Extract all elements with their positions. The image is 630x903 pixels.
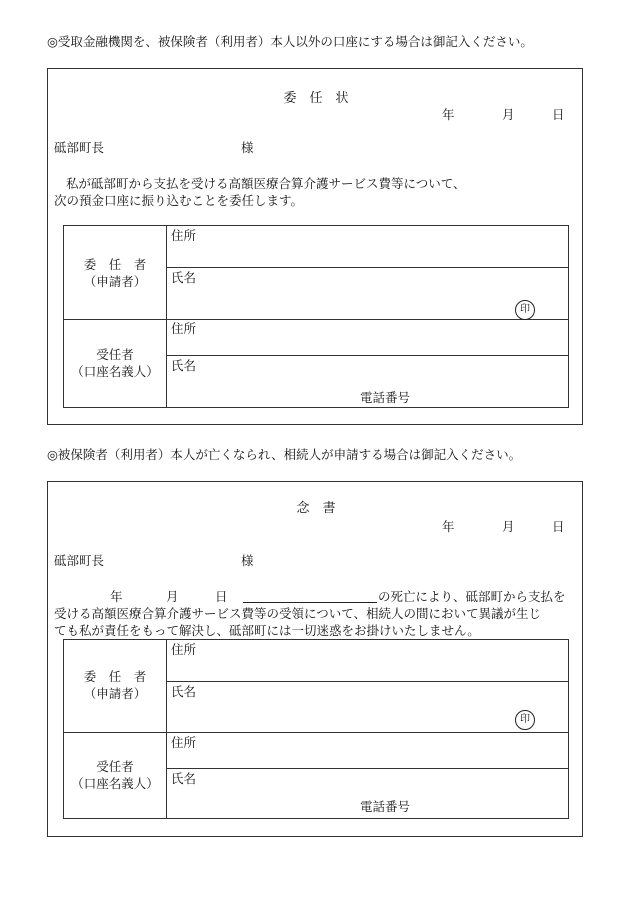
pledge-form — [47, 481, 583, 837]
address-label: 住所 — [171, 735, 197, 750]
seal-mark: 印 — [515, 710, 535, 730]
addressee: 砥部町長 — [54, 553, 105, 568]
body-date-year: 年 — [110, 589, 123, 604]
deceased-name-blank — [243, 602, 377, 603]
table-divider — [166, 681, 568, 682]
body-line-1-tail: の死亡により、砥部町から支払を — [378, 589, 566, 604]
grantor-sub-label: （申請者） — [83, 686, 147, 701]
date-day: 日 — [552, 107, 565, 122]
body-line-1: 私が砥部町から支払を受ける高額医療合算介護サービス費等について、 — [66, 176, 466, 191]
address-label: 住所 — [171, 642, 197, 657]
date-month: 月 — [502, 519, 515, 534]
grantee-sub-label: （口座名義人） — [71, 364, 159, 379]
body-line-2: 受ける高額医療合算介護サービス費等の受領について、相続人の間において異議が生じ — [54, 606, 542, 621]
applicant-table — [63, 225, 569, 408]
grantor-label: 委 任 者 — [83, 257, 147, 272]
table-divider — [166, 226, 167, 407]
phone-label: 電話番号 — [360, 799, 411, 814]
grantor-label: 委 任 者 — [83, 669, 147, 684]
grantor-sub-label: （申請者） — [83, 274, 147, 289]
body-date-day: 日 — [215, 589, 228, 604]
address-label: 住所 — [171, 321, 197, 336]
form-title: 委 任 状 — [283, 91, 349, 106]
name-label: 氏名 — [171, 771, 197, 786]
grantee-label: 受任者 — [96, 759, 134, 774]
date-year: 年 — [442, 107, 455, 122]
table-divider — [64, 732, 568, 733]
power-of-attorney-form — [47, 68, 583, 425]
applicant-table — [63, 639, 569, 819]
date-month: 月 — [502, 107, 515, 122]
phone-label: 電話番号 — [360, 390, 411, 405]
table-divider — [64, 319, 568, 320]
name-label: 氏名 — [171, 270, 197, 285]
name-label: 氏名 — [171, 684, 197, 699]
table-divider — [166, 267, 568, 268]
table-divider — [166, 768, 568, 769]
honorific: 様 — [241, 140, 254, 155]
name-label: 氏名 — [171, 358, 197, 373]
honorific: 様 — [241, 553, 254, 568]
date-year: 年 — [442, 519, 455, 534]
grantee-sub-label: （口座名義人） — [71, 776, 159, 791]
date-day: 日 — [552, 519, 565, 534]
seal-mark: 印 — [515, 300, 535, 320]
address-label: 住所 — [171, 228, 197, 243]
form-title: 念 書 — [296, 501, 336, 516]
table-divider — [166, 640, 167, 818]
table-divider — [166, 355, 568, 356]
body-line-3: ても私が責任をもって解決し、砥部町には一切迷惑をお掛けいたしません。 — [54, 623, 480, 638]
addressee: 砥部町長 — [54, 140, 105, 155]
body-line-2: 次の預金口座に振り込むことを委任します。 — [54, 193, 304, 208]
grantee-label: 受任者 — [96, 347, 134, 362]
section2-note: ◎被保険者（利用者）本人が亡くなられ、相続人が申請する場合は御記入ください。 — [47, 447, 522, 462]
section1-note: ◎受取金融機関を、被保険者（利用者）本人以外の口座にする場合は御記入ください。 — [47, 34, 533, 49]
body-date-month: 月 — [166, 589, 179, 604]
